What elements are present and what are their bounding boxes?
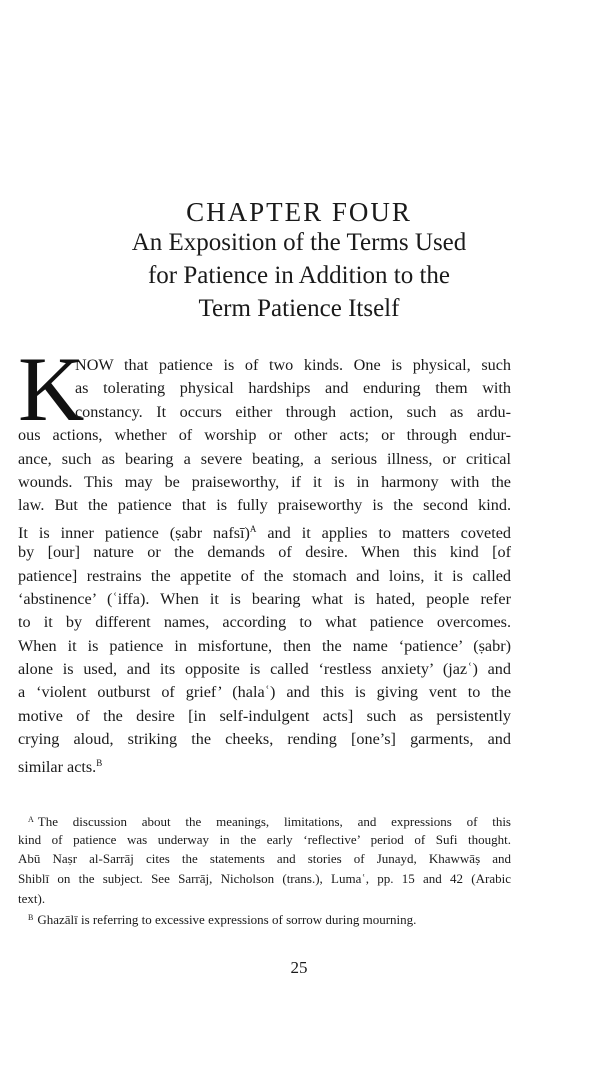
body-line-5: ance, such as bearing a severe beating, a serious illness, or critical [18, 449, 511, 468]
footnote-b [18, 908, 511, 928]
body-line-16: motive of the desire [in self-indulgent acts] such as persistently [18, 706, 511, 725]
footnote-marker-b[interactable]: B [96, 757, 103, 768]
body-line-14: alone is used, and its opposite is called ‘restless anxiety’ (jazʿ) and [18, 660, 511, 679]
page-number: 25 [290, 958, 308, 977]
body-line-11: ‘abstinence’ (ʿiffa). When it is bearing what is hated, people refer [18, 589, 511, 608]
body-line-18-text: similar acts. [18, 757, 97, 776]
footnote-marker-a[interactable]: A [249, 523, 257, 534]
body-line-10: patience] restrains the appetite of the stomach and loins, it is called [18, 566, 511, 585]
body-line-8-tail: and it applies to matters coveted [256, 523, 511, 542]
chapter-title-line-3: Term Patience Itself [198, 295, 400, 322]
body-line-13: When it is patience in misfortune, then the name ‘patience’ (ṣabr) [18, 636, 511, 655]
footnote-a-line-5: text). [18, 890, 46, 906]
footnote-a-line-3: Abū Naṣr al-Sarrāj cites the statements and stories of Junayd, Khawwāṣ and [18, 851, 511, 867]
body-line-2: as tolerating physical hardships and enduring them with [75, 379, 511, 398]
body-line-17: crying aloud, striking the cheeks, rending [one’s] garments, and [18, 730, 511, 749]
chapter-number: CHAPTER FOUR [186, 197, 412, 227]
body-line-9: by [our] nature or the demands of desire. When this kind [of [18, 543, 511, 562]
footnote-a-line-1 [18, 810, 511, 830]
footnote-a-line-2: kind of patience was underway in the early ‘reflective’ period of Sufi thought. [18, 831, 511, 847]
footnote-a-line-4: Shiblī on the subject. See Sarrāj, Nicholson (trans.), Lumaʿ, pp. 15 and 42 (Arabic [18, 871, 511, 887]
body-line-7: law. But the patience that is fully praiseworthy is the second kind. [18, 496, 511, 515]
drop-cap: K [18, 338, 85, 440]
footnotes [18, 810, 511, 928]
body-line-4: ous actions, whether of worship or other acts; or through endur- [18, 426, 511, 445]
body-line-15: a ‘violent outburst of grief’ (halaʿ) and this is giving vent to the [18, 683, 511, 702]
body-line-12: to it by different names, according to what patience overcomes. [18, 613, 511, 632]
body-line-6: wounds. This may be praiseworthy, if it is in harmony with the [18, 472, 511, 491]
footnote-b-mark: B [28, 913, 34, 923]
body-line-1: NOW that patience is of two kinds. One is physical, such [75, 356, 511, 374]
footnote-a-mark: A [28, 815, 34, 824]
body-line-8 [18, 518, 511, 541]
body-line-3: constancy. It occurs either through action, such as ardu- [75, 402, 511, 421]
footnote-a-line-1-text: The discussion about the meanings, limitations, and expressions of this [37, 814, 511, 829]
body-paragraph [18, 338, 511, 776]
chapter-title-line-1: An Exposition of the Terms Used [131, 229, 467, 256]
footnote-b-text: Ghazālī is referring to excessive expressions of sorrow during mourning. [37, 912, 417, 928]
body-line-8-head: It is inner patience (ṣabr nafsī) [18, 523, 250, 542]
body-line-18 [18, 752, 511, 775]
chapter-title-line-2: for Patience in Addition to the [147, 262, 451, 289]
